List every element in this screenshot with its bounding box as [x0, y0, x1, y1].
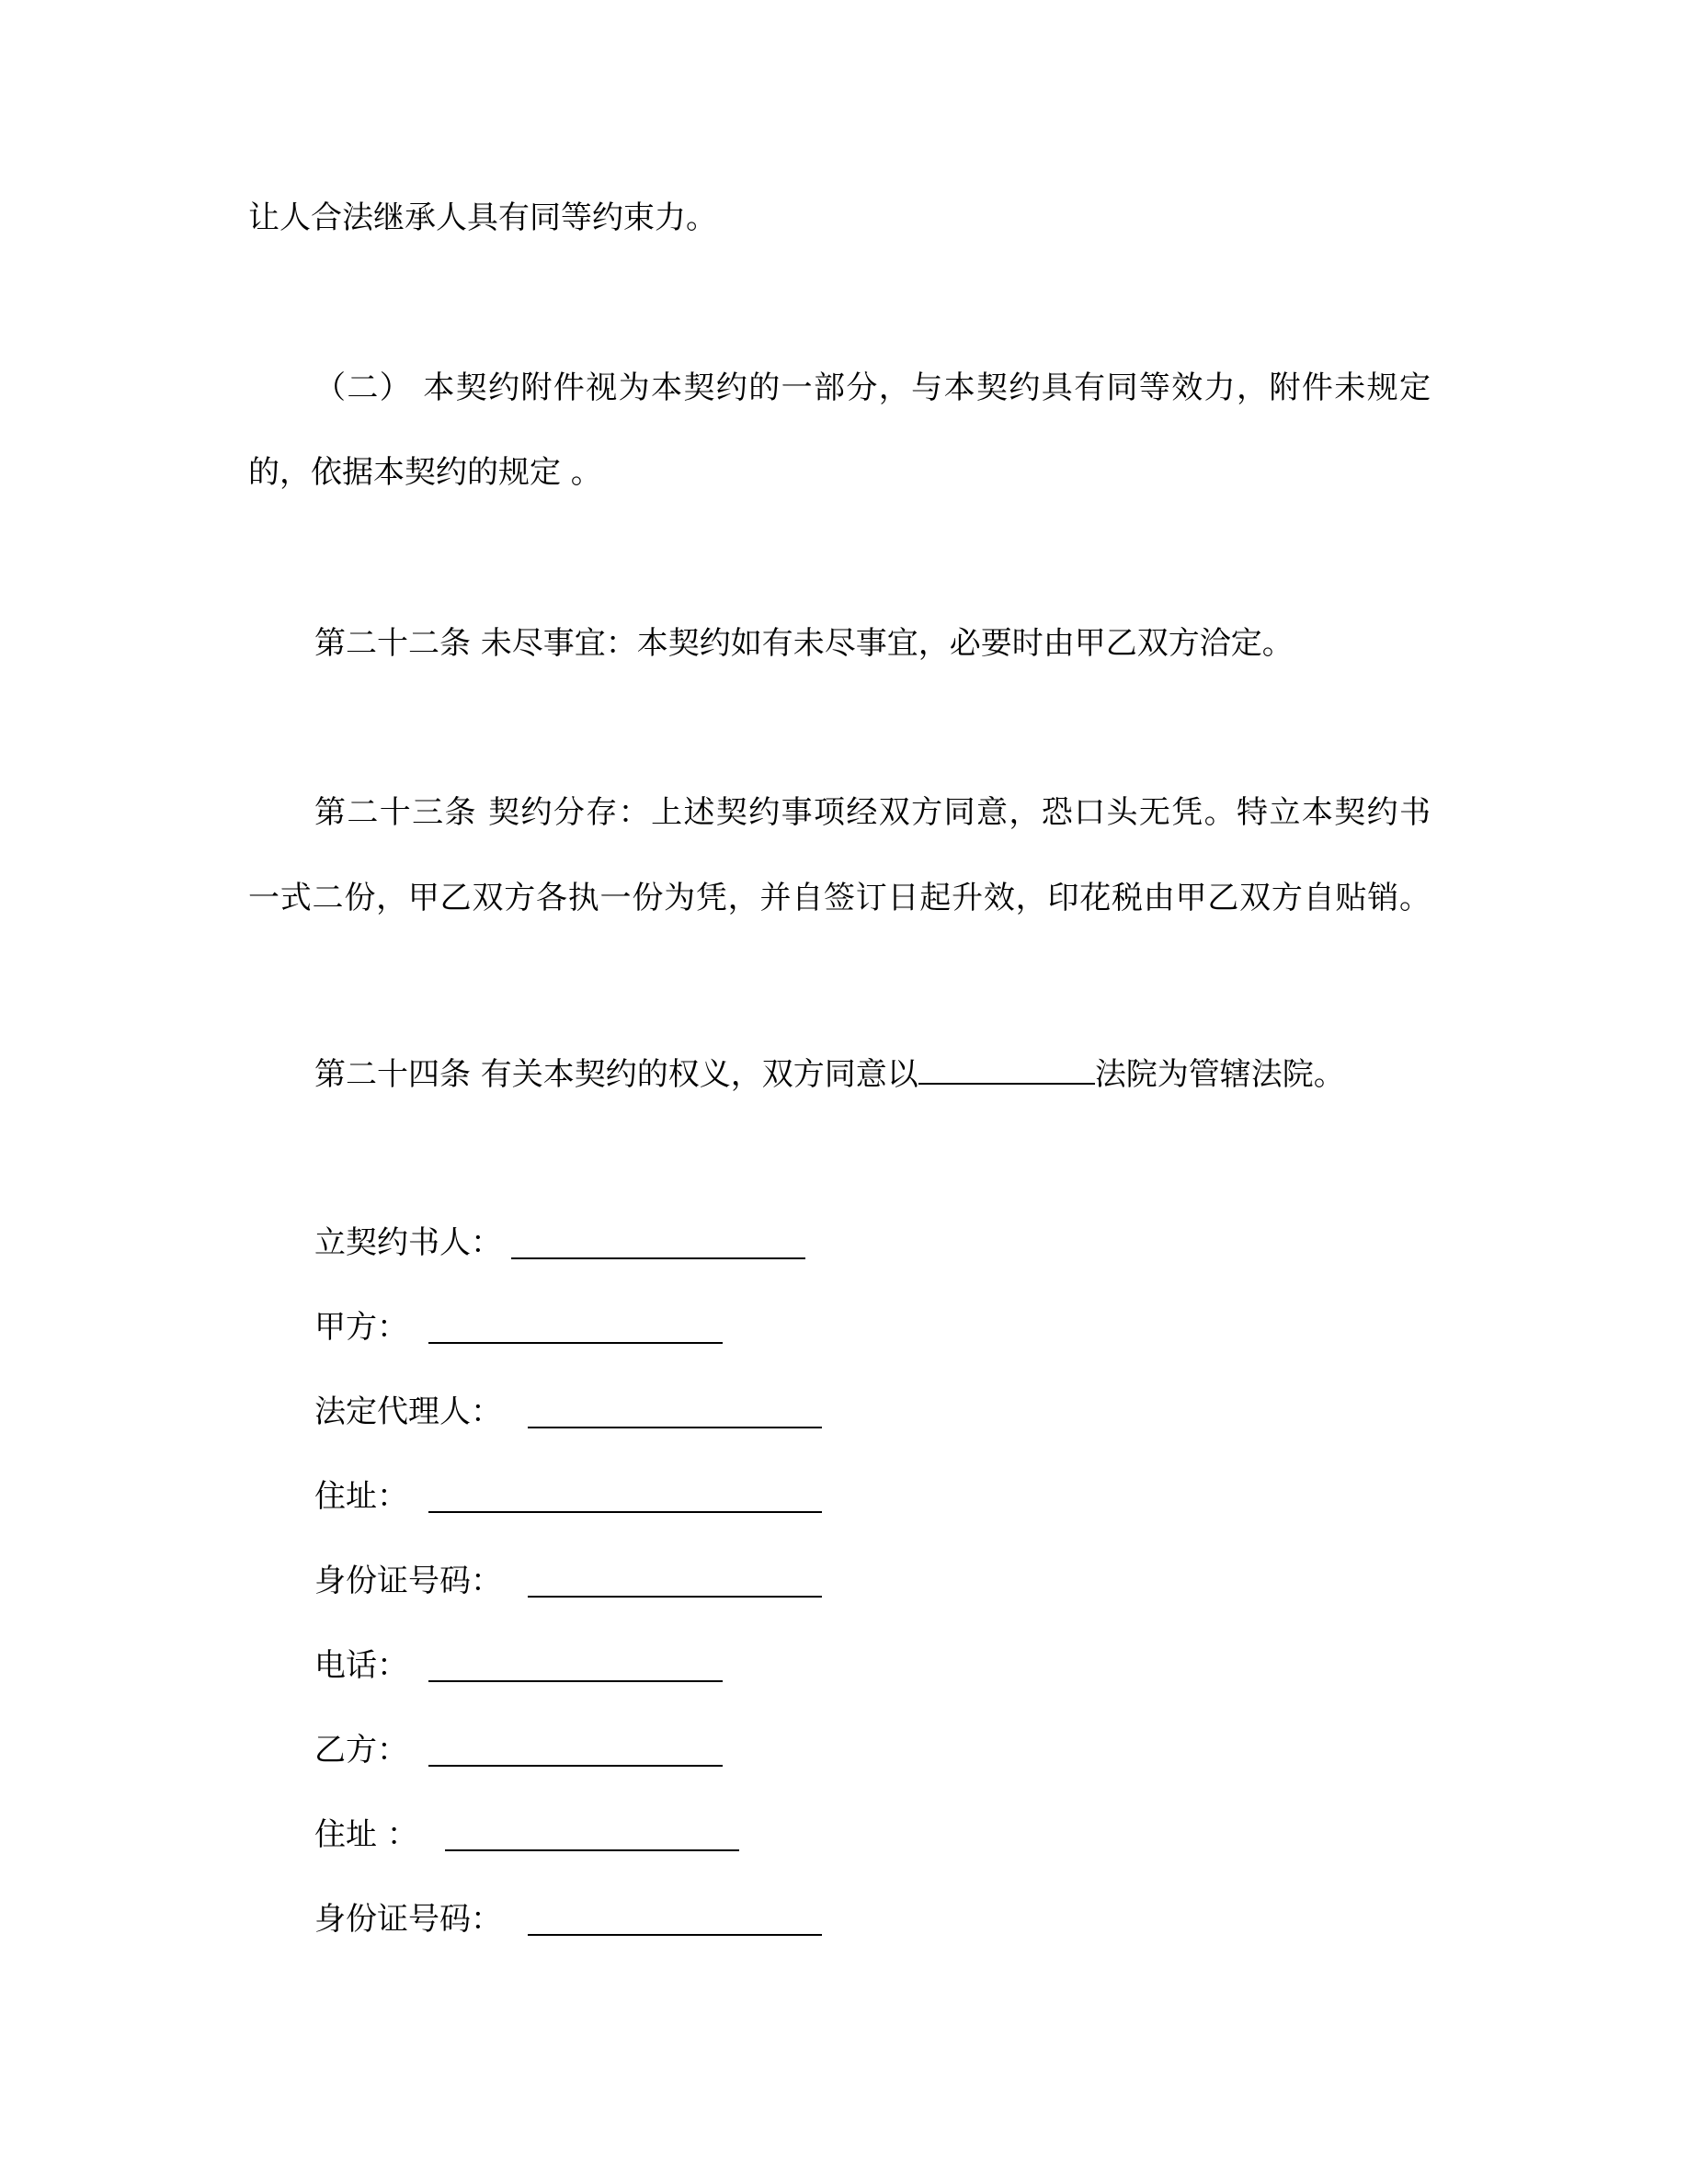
paragraph-continuation: 让人合法继承人具有同等约束力。 [248, 199, 717, 236]
signature-row-id-number-b [314, 1899, 829, 1939]
signature-row-party-b [314, 1730, 829, 1770]
signature-label: 身份证号码： [314, 1901, 502, 1938]
signature-blank[interactable] [428, 1342, 723, 1344]
signature-label: 住址 ： [314, 1816, 418, 1853]
signature-blank[interactable] [428, 1765, 723, 1767]
article-23-line-1: 第二十三条 契约分存：上述契约事项经双方同意，恐口头无凭。特立本契约书 [314, 794, 1431, 831]
signature-label: 乙方： [314, 1732, 408, 1769]
signature-blank[interactable] [511, 1257, 805, 1259]
signature-row-phone [314, 1645, 829, 1686]
court-name-blank[interactable] [918, 1052, 1095, 1085]
article-24 [314, 1052, 1345, 1095]
clause-two-line-2: 的，依据本契约的规定 。 [248, 454, 602, 491]
signature-row-party-a [314, 1307, 829, 1348]
signature-label: 住址： [314, 1478, 408, 1515]
signature-row-contract-signer [314, 1223, 829, 1263]
signature-blank[interactable] [428, 1511, 822, 1513]
signature-label: 立契约书人： [314, 1224, 502, 1261]
signature-blank[interactable] [528, 1427, 822, 1428]
signature-label: 电话： [314, 1647, 408, 1684]
signature-row-id-number-a [314, 1561, 829, 1601]
signature-label: 法定代理人： [314, 1393, 502, 1430]
article-24-text-before: 第二十四条 有关本契约的权义，双方同意以 [314, 1056, 918, 1093]
clause-two-line-1: （二） 本契约附件视为本契约的一部分，与本契约具有同等效力，附件未规定 [314, 370, 1431, 406]
article-22: 第二十二条 未尽事宜：本契约如有未尽事宜，必要时由甲乙双方洽定。 [314, 625, 1294, 662]
article-24-text-after: 法院为管辖法院。 [1094, 1056, 1345, 1093]
signature-blank[interactable] [428, 1680, 723, 1682]
signature-blank[interactable] [528, 1934, 822, 1936]
signature-row-address-b [314, 1814, 829, 1855]
signature-blank[interactable] [445, 1849, 739, 1851]
article-23-line-2: 一式二份，甲乙双方各执一份为凭，并自签订日起升效，印花税由甲乙双方自贴销。 [248, 880, 1431, 916]
signature-row-address-a [314, 1476, 829, 1517]
signature-row-legal-agent [314, 1392, 829, 1432]
signature-blank[interactable] [528, 1596, 822, 1598]
signature-label: 甲方： [314, 1309, 408, 1346]
signature-label: 身份证号码： [314, 1563, 502, 1599]
